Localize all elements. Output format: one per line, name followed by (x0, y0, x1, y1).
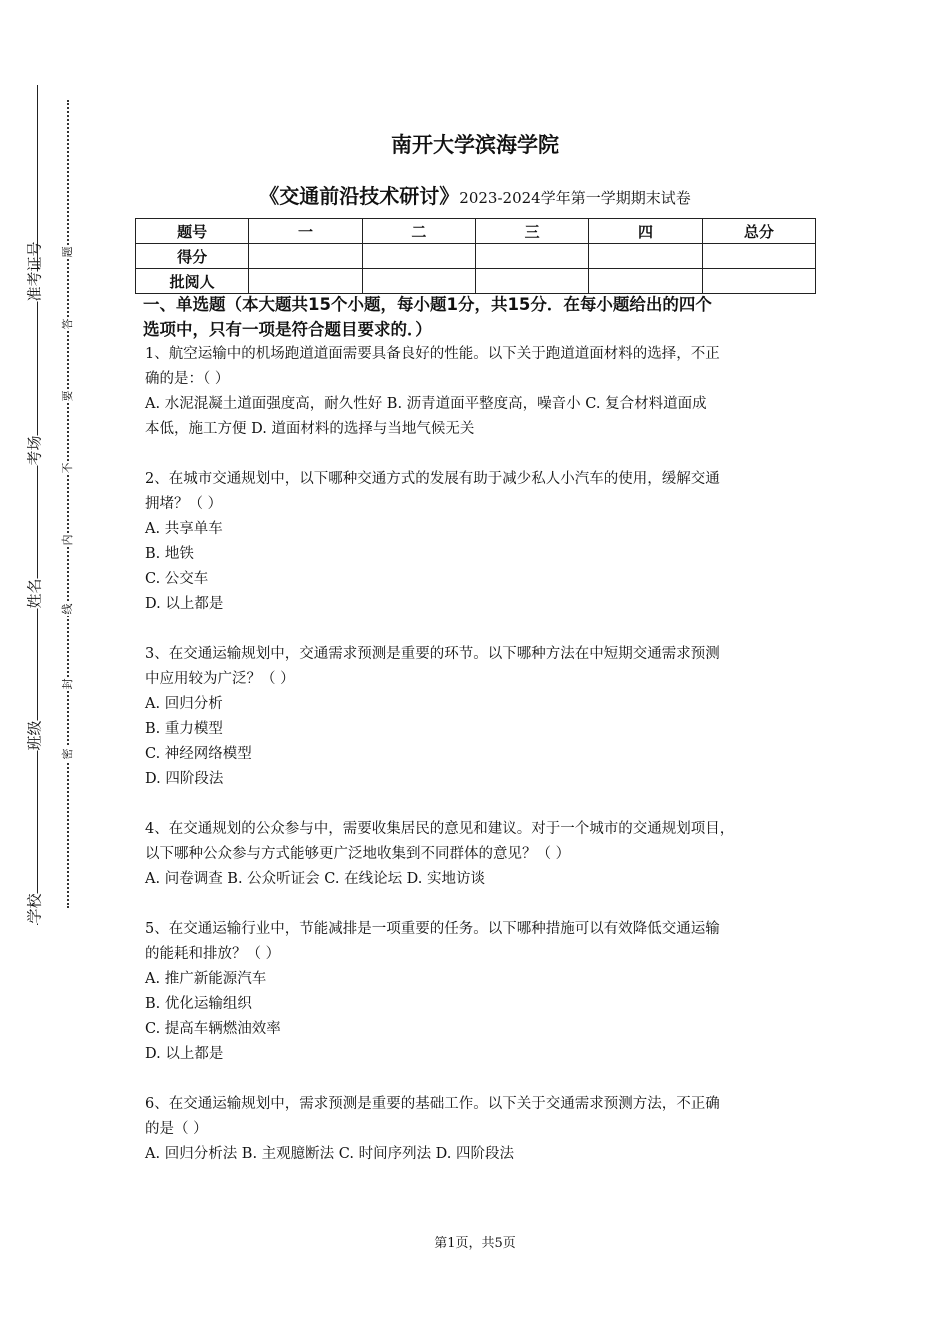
table-cell: 总分 (702, 219, 815, 244)
seal-char: 内 (61, 534, 74, 546)
table-cell: 得分 (136, 244, 249, 269)
question-text: 1、航空运输中的机场跑道道面需要具备良好的性能。以下关于跑道道面材料的选择，不正 (145, 346, 720, 362)
page-footer: 第1页，共5页 (434, 1236, 516, 1251)
score-input-cell (249, 244, 362, 269)
section-heading: 一、单选题（本大题共15个小题，每小题1分，共15分．在每小题给出的四个 (143, 295, 712, 314)
question-text: 2、在城市交通规划中，以下哪种交通方式的发展有助于减少私人小汽车的使用，缓解交通 (145, 471, 720, 487)
seal-char: 密 (61, 748, 74, 760)
question-option: A. 回归分析 (145, 696, 223, 712)
score-table-header-row (136, 219, 816, 244)
question-option: C. 提高车辆燃油效率 (145, 1021, 281, 1037)
question-option: A. 水泥混凝土道面强度高，耐久性好 B. 沥青道面平整度高，噪音小 C. 复合材料道面成 (145, 396, 707, 412)
table-cell: 题号 (136, 219, 249, 244)
table-cell: 批阅人 (136, 269, 249, 294)
score-row (136, 244, 816, 269)
question-text: 4、在交通规划的公众参与中，需要收集居民的意见和建议。对于一个城市的交通规划项目， (145, 821, 735, 837)
question-2 (145, 467, 817, 617)
binding-rule (37, 85, 38, 925)
question-text: 6、在交通运输规划中，需求预测是重要的基础工作。以下关于交通需求预测方法，不正确 (145, 1096, 720, 1112)
question-1 (145, 342, 817, 442)
table-cell: 三 (475, 219, 588, 244)
question-option: C. 公交车 (145, 571, 209, 587)
seal-char: 线 (61, 603, 74, 615)
seal-char: 要 (61, 390, 74, 402)
seal-dotted-line (67, 100, 69, 908)
question-text: 拥堵？（ ） (145, 496, 223, 512)
school-title: 南开大学滨海学院 (391, 133, 559, 157)
seal-char: 题 (61, 246, 74, 258)
seal-char: 不 (61, 462, 74, 474)
section-heading: 选项中，只有一项是符合题目要求的．） (143, 320, 432, 339)
school-label: 学校 (25, 893, 44, 924)
question-option: D. 以上都是 (145, 596, 224, 612)
grader-input-cell (589, 269, 702, 294)
question-option: B. 重力模型 (145, 721, 223, 737)
question-text: 以下哪种公众参与方式能够更广泛地收集到不同群体的意见？（ ） (145, 846, 571, 862)
question-6 (145, 1092, 817, 1167)
score-input-cell (362, 244, 475, 269)
question-option: B. 地铁 (145, 546, 194, 562)
class-label: 班级 (25, 720, 44, 751)
question-option: A. 回归分析法 B. 主观臆断法 C. 时间序列法 D. 四阶段法 (145, 1146, 515, 1162)
exam-subtitle (0, 180, 950, 209)
question-text: 中应用较为广泛？（ ） (145, 671, 295, 687)
exam-id-label: 准考证号 (25, 241, 44, 302)
question-option: A. 问卷调查 B. 公众听证会 C. 在线论坛 D. 实地访谈 (145, 871, 486, 887)
question-option: D. 四阶段法 (145, 771, 224, 787)
table-cell: 四 (589, 219, 702, 244)
question-option: A. 推广新能源汽车 (145, 971, 267, 987)
question-text: 5、在交通运输行业中，节能减排是一项重要的任务。以下哪种措施可以有效降低交通运输 (145, 921, 720, 937)
grader-row (136, 269, 816, 294)
seal-char: 封 (61, 678, 74, 690)
question-option: C. 神经网络模型 (145, 746, 252, 762)
question-text: 的能耗和排放？（ ） (145, 946, 281, 962)
exam-content (145, 292, 817, 1192)
seal-char: 答 (61, 318, 74, 330)
question-text: 的是（ ） (145, 1121, 208, 1137)
term-title: 2023-2024学年第一学期期末试卷 (459, 189, 691, 207)
table-cell: 一 (249, 219, 362, 244)
question-text: 3、在交通运输规划中，交通需求预测是重要的环节。以下哪种方法在中短期交通需求预测 (145, 646, 720, 662)
name-label: 姓名 (25, 578, 44, 609)
score-input-cell (702, 244, 815, 269)
question-4 (145, 817, 817, 892)
grader-input-cell (475, 269, 588, 294)
table-cell: 二 (362, 219, 475, 244)
grader-input-cell (702, 269, 815, 294)
question-text: 确的是：（ ） (145, 371, 230, 387)
course-title: 《交通前沿技术研讨》 (259, 184, 460, 208)
question-option: A. 共享单车 (145, 521, 223, 537)
question-option: D. 以上都是 (145, 1046, 224, 1062)
score-table (135, 218, 816, 294)
score-input-cell (589, 244, 702, 269)
grader-input-cell (362, 269, 475, 294)
question-option: B. 优化运输组织 (145, 996, 252, 1012)
question-option: 本低，施工方便 D. 道面材料的选择与当地气候无关 (145, 421, 475, 437)
exam-room-label: 考场 (25, 435, 44, 466)
score-input-cell (475, 244, 588, 269)
question-5 (145, 917, 817, 1067)
question-3 (145, 642, 817, 792)
grader-input-cell (249, 269, 362, 294)
